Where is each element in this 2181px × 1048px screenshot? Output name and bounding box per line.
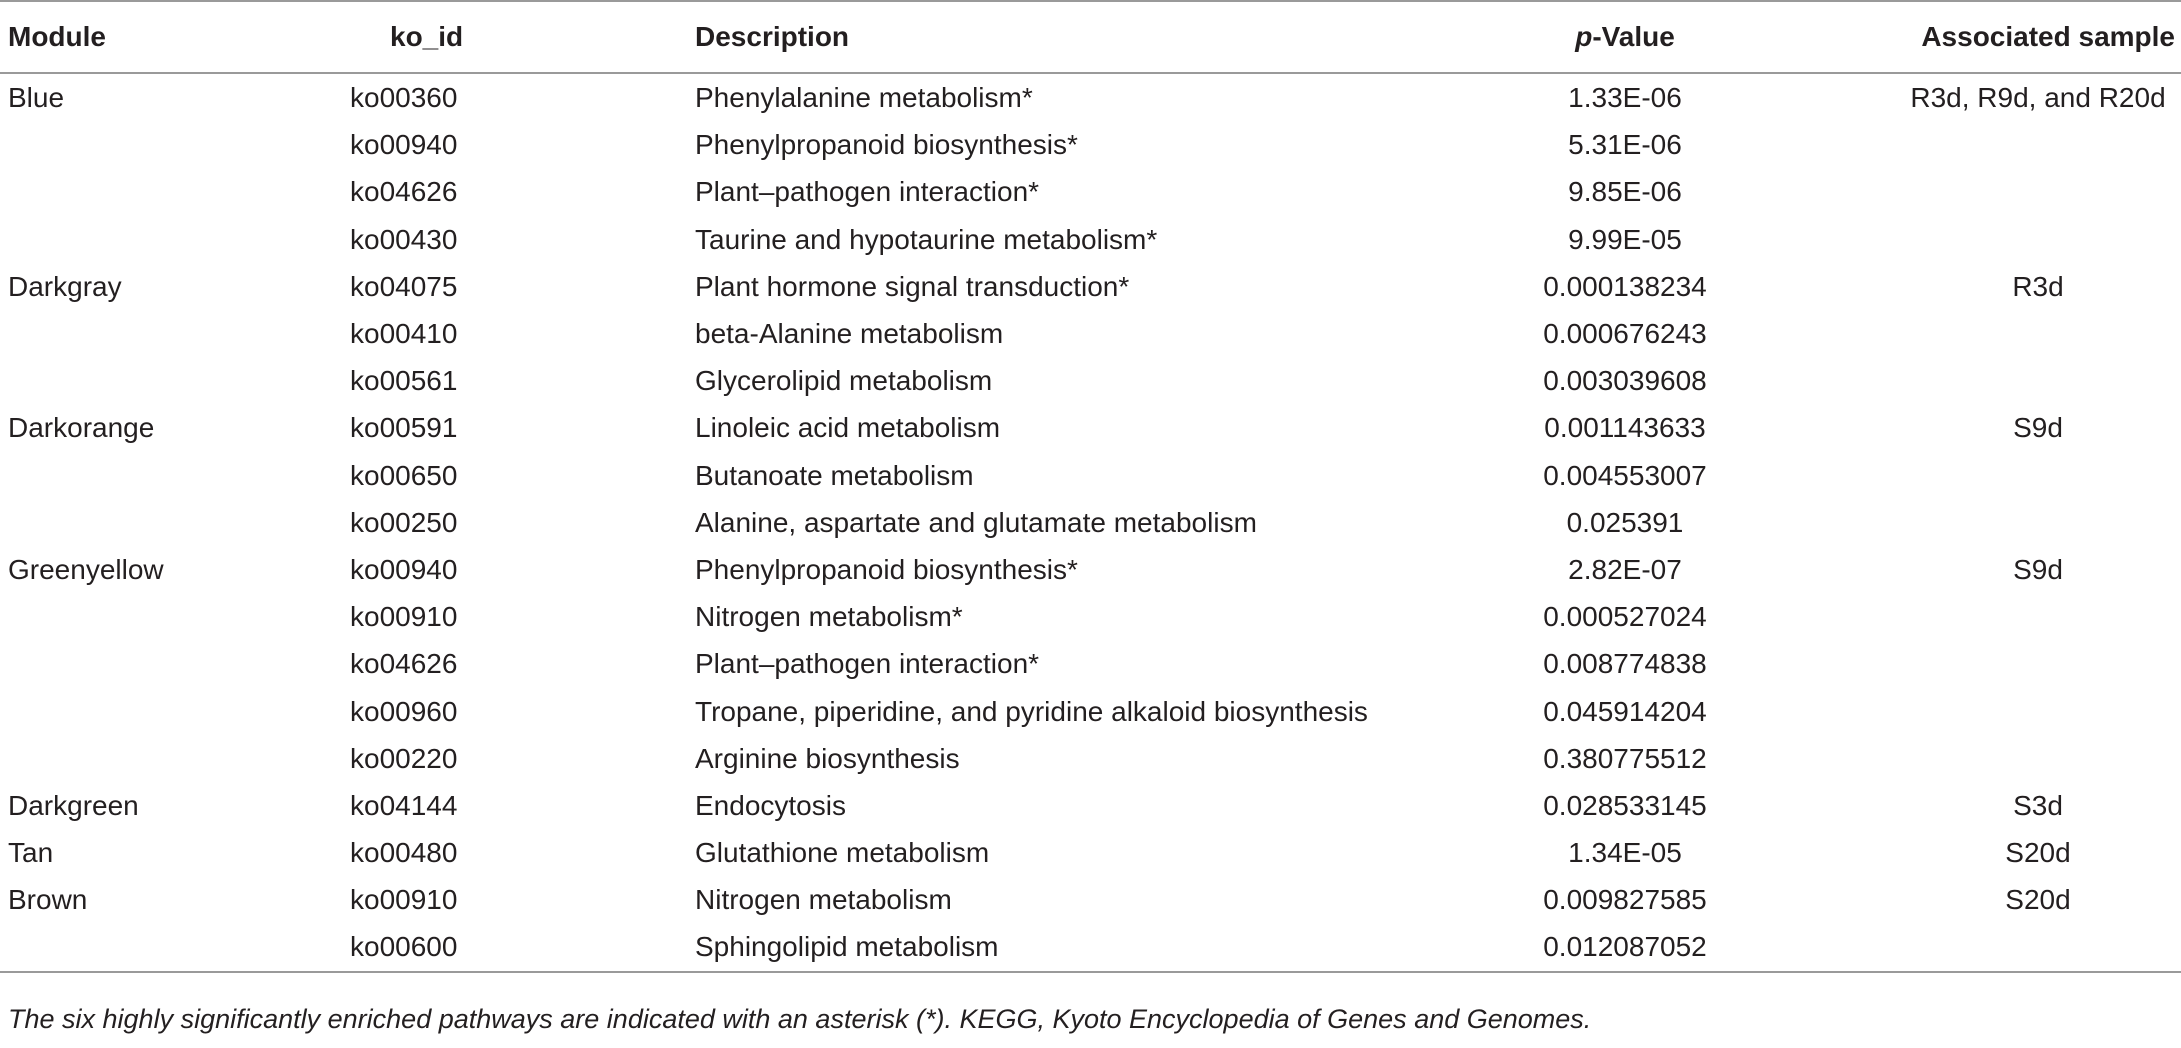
cell-description: Endocytosis bbox=[695, 789, 846, 821]
cell-module: Darkorange bbox=[8, 412, 155, 444]
cell-associated-sample bbox=[1855, 735, 2181, 782]
cell-associated-sample: R3d, R9d, and R20d bbox=[1910, 82, 2166, 114]
table-row bbox=[0, 546, 2181, 593]
cell-ko-id: ko00600 bbox=[350, 931, 458, 963]
cell-associated-sample: S9d bbox=[2013, 553, 2063, 585]
cell-module bbox=[0, 216, 338, 263]
table-row bbox=[0, 829, 2181, 876]
table-row bbox=[0, 357, 2181, 404]
cell-associated-sample bbox=[1855, 923, 2181, 971]
cell-description: Phenylalanine metabolism* bbox=[695, 82, 1033, 114]
cell-module bbox=[0, 640, 338, 687]
cell-module bbox=[0, 735, 338, 782]
table-row bbox=[0, 73, 2181, 121]
table-row bbox=[0, 121, 2181, 168]
cell-module bbox=[0, 121, 338, 168]
cell-module: Blue bbox=[8, 82, 65, 114]
cell-p-value: 0.003039608 bbox=[1543, 365, 1707, 397]
cell-ko-id: ko00910 bbox=[350, 601, 458, 633]
cell-module bbox=[0, 923, 338, 971]
cell-ko-id: ko00360 bbox=[350, 82, 458, 114]
header-p-italic: p bbox=[1575, 21, 1593, 52]
cell-module: Greenyellow bbox=[8, 553, 164, 585]
cell-associated-sample bbox=[1855, 452, 2181, 499]
cell-description: Arginine biosynthesis bbox=[695, 742, 960, 774]
cell-p-value: 0.025391 bbox=[1566, 506, 1684, 538]
header-description: Description bbox=[695, 21, 850, 52]
cell-p-value: 0.045914204 bbox=[1543, 695, 1707, 727]
cell-associated-sample: S9d bbox=[2013, 412, 2063, 444]
cell-module bbox=[0, 357, 338, 404]
cell-description: Linoleic acid metabolism bbox=[695, 412, 1001, 444]
cell-p-value: 0.380775512 bbox=[1543, 742, 1707, 774]
cell-module bbox=[0, 452, 338, 499]
cell-ko-id: ko00561 bbox=[350, 365, 458, 397]
cell-associated-sample bbox=[1855, 168, 2181, 215]
cell-p-value: 0.028533145 bbox=[1543, 789, 1707, 821]
cell-description: Nitrogen metabolism bbox=[695, 884, 952, 916]
cell-description: Butanoate metabolism bbox=[695, 459, 974, 491]
cell-ko-id: ko00940 bbox=[350, 129, 458, 161]
cell-ko-id: ko00410 bbox=[350, 318, 458, 350]
table-footnote: The six highly significantly enriched pathways are indicated with an asterisk (*). KEGG, Kyoto Encyclopedia of Genes and Genomes. bbox=[8, 1004, 1592, 1034]
cell-ko-id: ko00430 bbox=[350, 223, 458, 255]
cell-module: Darkgray bbox=[8, 270, 122, 302]
cell-associated-sample bbox=[1855, 640, 2181, 687]
cell-ko-id: ko00591 bbox=[350, 412, 458, 444]
header-module: Module bbox=[8, 21, 106, 52]
header-ko-id: ko_id bbox=[390, 21, 464, 52]
cell-module: Brown bbox=[8, 884, 88, 916]
cell-p-value: 1.34E-05 bbox=[1568, 837, 1682, 869]
cell-p-value: 0.009827585 bbox=[1543, 884, 1707, 916]
cell-associated-sample bbox=[1855, 216, 2181, 263]
cell-ko-id: ko00960 bbox=[350, 695, 458, 727]
table-row bbox=[0, 216, 2181, 263]
table-row bbox=[0, 876, 2181, 923]
table-row bbox=[0, 735, 2181, 782]
cell-p-value: 9.99E-05 bbox=[1568, 223, 1682, 255]
cell-p-value: 0.008774838 bbox=[1543, 648, 1707, 680]
cell-p-value: 1.33E-06 bbox=[1568, 82, 1682, 114]
table-row bbox=[0, 687, 2181, 734]
cell-ko-id: ko00910 bbox=[350, 884, 458, 916]
table-body bbox=[0, 73, 2181, 972]
cell-description: Phenylpropanoid biosynthesis* bbox=[695, 553, 1078, 585]
cell-description: Alanine, aspartate and glutamate metabolism bbox=[695, 506, 1257, 538]
header-p-rest: -Value bbox=[1592, 21, 1675, 52]
cell-ko-id: ko04626 bbox=[350, 648, 458, 680]
cell-ko-id: ko04626 bbox=[350, 176, 458, 208]
table-row bbox=[0, 923, 2181, 971]
cell-p-value: 0.000138234 bbox=[1543, 270, 1707, 302]
cell-module bbox=[0, 310, 338, 357]
cell-description: Phenylpropanoid biosynthesis* bbox=[695, 129, 1078, 161]
table-row bbox=[0, 263, 2181, 310]
cell-p-value: 9.85E-06 bbox=[1568, 176, 1682, 208]
cell-description: beta-Alanine metabolism bbox=[695, 318, 1004, 350]
table-row bbox=[0, 593, 2181, 640]
cell-associated-sample bbox=[1855, 310, 2181, 357]
cell-ko-id: ko04144 bbox=[350, 789, 458, 821]
cell-module bbox=[0, 168, 338, 215]
cell-p-value: 2.82E-07 bbox=[1568, 553, 1682, 585]
cell-associated-sample bbox=[1855, 593, 2181, 640]
cell-p-value: 0.012087052 bbox=[1543, 931, 1707, 963]
table-row bbox=[0, 452, 2181, 499]
table-row bbox=[0, 168, 2181, 215]
cell-description: Tropane, piperidine, and pyridine alkaloid biosynthesis bbox=[695, 695, 1368, 727]
cell-associated-sample: S3d bbox=[2013, 789, 2063, 821]
header-row bbox=[0, 1, 2181, 73]
cell-description: Nitrogen metabolism* bbox=[695, 601, 963, 633]
cell-description: Taurine and hypotaurine metabolism* bbox=[695, 223, 1158, 255]
table-row bbox=[0, 782, 2181, 829]
cell-associated-sample bbox=[1855, 357, 2181, 404]
cell-ko-id: ko00480 bbox=[350, 837, 458, 869]
cell-associated-sample bbox=[1855, 499, 2181, 546]
cell-p-value: 0.004553007 bbox=[1543, 459, 1707, 491]
table-row bbox=[0, 640, 2181, 687]
header-associated-sample: Associated sample bbox=[1921, 21, 2175, 52]
cell-description: Glutathione metabolism bbox=[695, 837, 990, 869]
cell-associated-sample: R3d bbox=[2012, 270, 2064, 302]
cell-associated-sample bbox=[1855, 687, 2181, 734]
cell-p-value: 0.001143633 bbox=[1544, 412, 1706, 444]
cell-p-value: 0.000527024 bbox=[1543, 601, 1707, 633]
cell-module: Darkgreen bbox=[8, 789, 139, 821]
cell-associated-sample: S20d bbox=[2005, 884, 2071, 916]
cell-module bbox=[0, 593, 338, 640]
cell-description: Plant–pathogen interaction* bbox=[695, 176, 1040, 208]
table-row bbox=[0, 404, 2181, 451]
cell-ko-id: ko00250 bbox=[350, 506, 458, 538]
cell-description: Glycerolipid metabolism bbox=[695, 365, 993, 397]
cell-ko-id: ko00940 bbox=[350, 553, 458, 585]
table-row bbox=[0, 499, 2181, 546]
cell-description: Sphingolipid metabolism bbox=[695, 931, 999, 963]
header-p-value bbox=[1395, 1, 1855, 73]
table-header bbox=[0, 1, 2181, 73]
cell-p-value: 5.31E-06 bbox=[1568, 129, 1682, 161]
cell-module bbox=[0, 499, 338, 546]
cell-description: Plant hormone signal transduction* bbox=[695, 270, 1130, 302]
cell-ko-id: ko04075 bbox=[350, 270, 458, 302]
cell-associated-sample: S20d bbox=[2005, 837, 2071, 869]
cell-module: Tan bbox=[8, 837, 54, 869]
cell-associated-sample bbox=[1855, 121, 2181, 168]
cell-ko-id: ko00650 bbox=[350, 459, 458, 491]
cell-description: Plant–pathogen interaction* bbox=[695, 648, 1040, 680]
cell-module bbox=[0, 687, 338, 734]
cell-p-value: 0.000676243 bbox=[1543, 318, 1707, 350]
cell-ko-id: ko00220 bbox=[350, 742, 458, 774]
table-row bbox=[0, 310, 2181, 357]
